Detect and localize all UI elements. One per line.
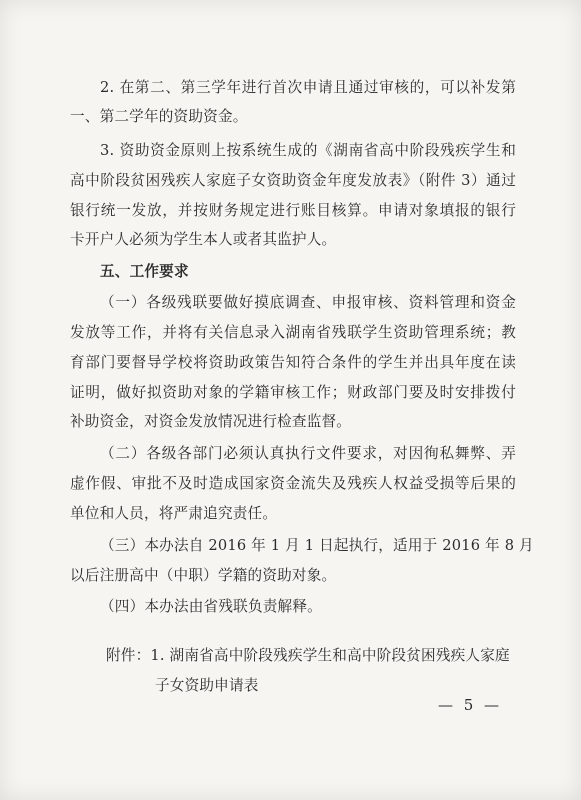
section-heading: 五、工作要求: [100, 263, 189, 280]
page-number: — 5 —: [437, 696, 503, 714]
paragraph-line: 卡开户人必须为学生本人或者其监护人。: [70, 231, 337, 248]
paragraph-line: （四）本办法由省残联负责解释。: [100, 598, 322, 615]
attachment-line: 子女资助申请表: [155, 677, 259, 694]
paragraph-line: 发放等工作，并将有关信息录入湖南省残联学生资助管理系统；教: [70, 324, 516, 341]
paragraph-line: 证明，做好拟资助对象的学籍审核工作；财政部门要及时安排拨付: [70, 384, 516, 401]
paragraph-line: 银行统一发放，并按财务规定进行账目核算。申请对象填报的银行: [70, 202, 516, 219]
paragraph-line: 高中阶段贫困残疾人家庭子女资助资金年度发放表》（附件 3）通过: [70, 172, 516, 189]
paragraph-line: （三）本办法自 2016 年 1 月 1 日起执行，适用于 2016 年 8 月: [100, 537, 534, 554]
paragraph-line: 以后注册高中（中职）学籍的资助对象。: [70, 567, 337, 584]
paragraph-line: 虚作假、审批不及时造成国家资金流失及残疾人权益受损等后果的: [70, 475, 516, 492]
paragraph-line: 补助资金，对资金发放情况进行检查监督。: [70, 413, 352, 430]
paragraph-line: 育部门要督导学校将资助政策告知符合条件的学生并出具年度在读: [70, 354, 516, 371]
attachment-line: 附件：1. 湖南省高中阶段残疾学生和高中阶段贫困残疾人家庭: [106, 647, 510, 664]
paragraph-line: 一、第二学年的资助资金。: [70, 108, 248, 125]
paragraph-line: （一）各级残联要做好摸底调查、申报审核、资料管理和资金: [100, 294, 516, 311]
paragraph-line: 3. 资助资金原则上按系统生成的《湖南省高中阶段残疾学生和: [100, 142, 516, 159]
paragraph-line: 单位和人员，将严肃追究责任。: [70, 505, 278, 522]
paragraph-line: 2. 在第二、第三学年进行首次申请且通过审核的，可以补发第: [100, 79, 516, 96]
paragraph-line: （二）各级各部门必须认真执行文件要求，对因徇私舞弊、弄: [100, 445, 516, 462]
